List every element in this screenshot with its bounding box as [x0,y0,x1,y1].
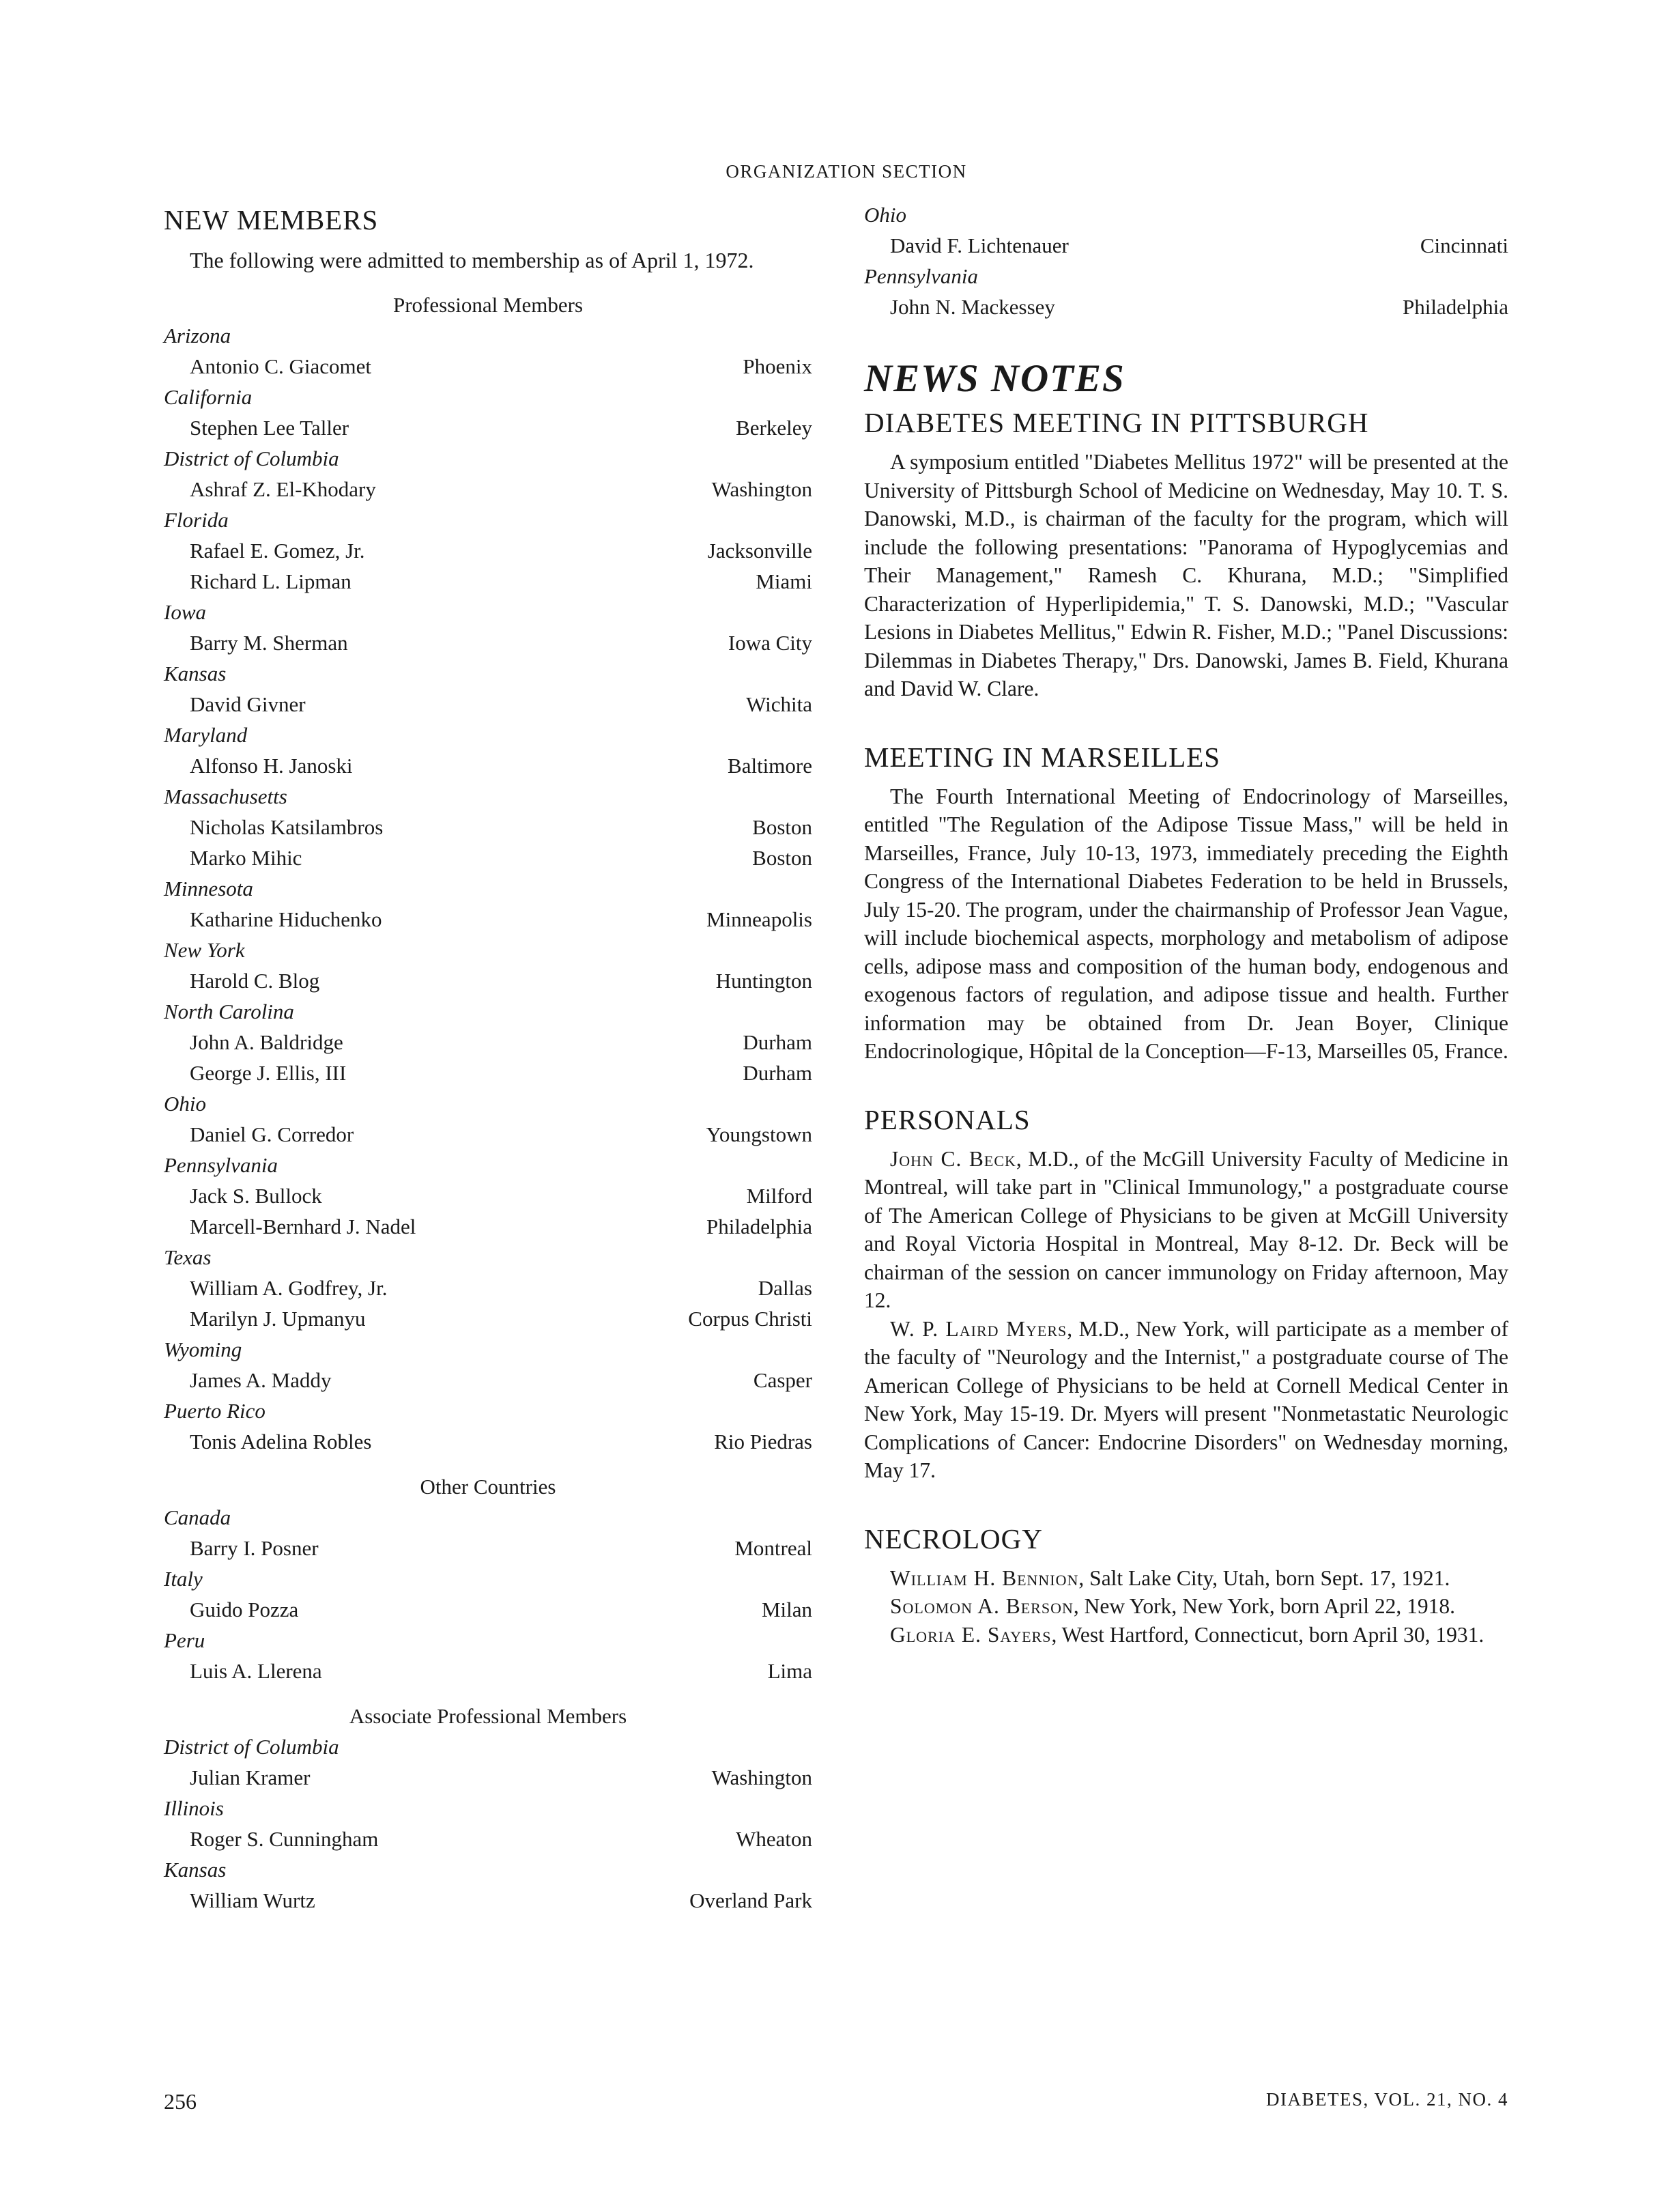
member-row [164,1885,812,1916]
necrology-text: , Salt Lake City, Utah, born Sept. 17, 1921. [1078,1565,1450,1590]
member-row [164,965,812,996]
right-column [864,201,1508,1649]
state-heading: Kansas [164,1858,227,1882]
member-name: Antonio C. Giacomet [190,354,372,378]
member-name: Tonis Adelina Robles [190,1430,372,1454]
member-name: Rafael E. Gomez, Jr. [190,539,365,563]
state-heading: Canada [164,1505,231,1529]
diabetes-meeting-text: A symposium entitled "Diabetes Mellitus 1972" will be presented at the University of Pittsburgh School of Medicine on Wednesday, May 10. T. S. Danowski, M.D., is chairman of the faculty for the program, which will include the following presentations: "Panorama of Hypoglycemias and Their Management," Ramesh C. Khurana, M.D.; "Simplified Characterization of Hyperlipidemia," T. S. Danowski, M.D.; "Vascular Lesions in Diabetes Mellitus," Edwin R. Fisher, M.D.; "Panel Discussions: Dilemmas in Diabetes Therapy," Drs. Danowski, James B. Field, Khurana and David W. Clare. [864,450,1508,700]
state-heading: Arizona [164,324,231,348]
member-row [164,1824,812,1854]
necrology-text: , West Hartford, Connecticut, born April 30, 1931. [1051,1622,1484,1647]
member-city: Wheaton [736,1827,812,1851]
member-city: Durham [743,1030,812,1054]
member-row [164,1303,812,1334]
member-city: Washington [711,477,812,501]
new-members-intro: The following were admitted to membership as of April 1, 1972. [190,248,754,272]
state-heading: District of Columbia [164,1735,339,1759]
member-row [164,566,812,597]
continued-members-list [864,199,1508,322]
state-heading: Minnesota [164,877,253,901]
member-row [164,1365,812,1395]
state-heading: District of Columbia [164,446,339,470]
member-name: William A. Godfrey, Jr. [190,1276,388,1300]
member-city: Overland Park [689,1888,812,1912]
associate-members-list [164,1731,812,1916]
member-city: Wichita [746,692,812,716]
state-heading: California [164,385,253,409]
personal-myers [864,1315,1508,1485]
member-name: Barry M. Sherman [190,631,348,655]
state-heading: Illinois [164,1796,224,1820]
member-row [164,842,812,873]
member-row [164,1426,812,1457]
member-row [164,1058,812,1088]
member-city: Philadelphia [706,1215,812,1238]
member-city: Phoenix [743,354,812,378]
member-row [164,351,812,382]
necrology-list [864,1564,1508,1649]
personals-heading: PERSONALS [864,1103,1031,1135]
personal-beck [864,1145,1508,1315]
member-name: Richard L. Lipman [190,569,351,593]
member-city: Washington [711,1766,812,1789]
journal-footer: DIABETES, VOL. 21, NO. 4 [1266,2089,1508,2110]
member-name: Daniel G. Corredor [190,1122,354,1146]
necrology-text: , New York, New York, born April 22, 1918. [1073,1594,1455,1618]
state-heading: Maryland [164,723,248,747]
member-city: Jacksonville [707,539,812,563]
member-row [164,1273,812,1303]
member-name: Stephen Lee Taller [190,416,349,440]
state-heading: Italy [164,1567,203,1591]
personal-text: , M.D., of the McGill University Faculty of Medicine in Montreal, will take part in "Clinical Immunology," a postgraduate course of The American College of Physicians to be given at McGill University and Royal Victoria Hospital in Montreal, May 8-12. Dr. Beck will be chairman of the session on cancer immunology on Friday afternoon, May 12. [864,1146,1508,1312]
member-row [164,627,812,658]
state-heading: Puerto Rico [164,1399,266,1423]
member-row [164,412,812,443]
necrology-entry [864,1592,1508,1621]
member-row [164,1762,812,1793]
member-row [164,904,812,935]
member-name: John N. Mackessey [890,295,1055,319]
necrology-name: William H. Bennion [890,1565,1079,1590]
member-city: Corpus Christi [688,1307,812,1331]
member-name: David F. Lichtenauer [890,233,1069,257]
member-row [164,535,812,566]
member-row [164,1211,812,1242]
member-city: Durham [743,1061,812,1085]
diabetes-meeting-heading: DIABETES MEETING IN PITTSBURGH [864,407,1369,438]
member-name: George J. Ellis, III [190,1061,347,1085]
state-heading: Peru [164,1628,205,1652]
necrology-name: Solomon A. Berson [890,1594,1074,1618]
necrology-heading: NECROLOGY [864,1522,1043,1555]
personal-name: John C. Beck [890,1146,1016,1171]
personal-name: W. P. Laird Myers [890,1316,1067,1341]
member-row [164,750,812,781]
state-heading: Pennsylvania [164,1153,278,1177]
member-city: Cincinnati [1420,233,1508,257]
member-name: Jack S. Bullock [190,1184,322,1208]
member-city: Youngstown [706,1122,812,1146]
member-name: Marko Mihic [190,846,302,870]
member-city: Berkeley [736,416,812,440]
member-city: Philadelphia [1403,295,1508,319]
member-name: Marcell-Bernhard J. Nadel [190,1215,416,1238]
personal-text: , M.D., New York, will participate as a member of the faculty of "Neurology and the Internist," a postgraduate course of The American College of Physicians to be held at Cornell Medical Center in New York, May 15-19. Dr. Myers will present "Nonmetastatic Neurologic Complications of Cancer: Endocrine Disorders" on Wednesday morning, May 17. [864,1316,1508,1482]
member-name: Katharine Hiduchenko [190,907,382,931]
state-heading: Florida [164,508,229,532]
member-city: Miami [756,569,812,593]
member-row [864,230,1508,261]
member-city: Minneapolis [706,907,812,931]
necrology-entry [864,1564,1508,1593]
member-name: Marilyn J. Upmanyu [190,1307,366,1331]
member-city: Dallas [758,1276,812,1300]
state-heading: Kansas [164,662,227,685]
state-heading: Wyoming [164,1337,242,1361]
member-city: Milford [746,1184,812,1208]
member-name: David Givner [190,692,306,716]
member-city: Boston [752,846,812,870]
news-notes-heading: NEWS NOTES [864,357,1125,400]
new-members-heading: NEW MEMBERS [164,204,379,236]
member-row [164,1180,812,1211]
state-heading: North Carolina [164,999,294,1023]
member-city: Huntington [715,969,812,993]
member-name: Harold C. Blog [190,969,320,993]
state-heading: Ohio [864,203,906,227]
member-row [164,1594,812,1625]
member-city: Iowa City [728,631,812,655]
member-city: Baltimore [728,754,812,778]
member-name: Guido Pozza [190,1598,299,1621]
member-row [164,1533,812,1563]
state-heading: Pennsylvania [864,264,979,288]
member-name: Barry I. Posner [190,1536,319,1560]
member-city: Boston [752,815,812,839]
member-city: Montreal [734,1536,812,1560]
member-city: Casper [753,1368,812,1392]
member-name: Roger S. Cunningham [190,1827,379,1851]
state-heading: Iowa [164,600,206,624]
other-countries-list [164,1502,812,1686]
professional-members-heading: Professional Members [392,293,584,317]
member-city: Milan [761,1598,812,1621]
member-name: Luis A. Llerena [190,1659,322,1683]
member-row [164,812,812,842]
member-row [164,1027,812,1058]
member-name: Nicholas Katsilambros [190,815,384,839]
necrology-name: Gloria E. Sayers [890,1622,1052,1647]
left-column [164,201,812,1916]
state-heading: New York [164,938,245,962]
marseilles-meeting-text: The Fourth International Meeting of Endocrinology of Marseilles, entitled "The Regulation of the Adipose Tissue Mass," will be held in Marseilles, France, July 10-13, 1973, immediately preceding the Eighth Congress of the International Diabetes Federation to be held in Brussels, July 15-20. The program, under the chairmanship of Professor Jean Vague, will include biochemical aspects, morphology and metabolism of adipose cells, adipose mass and composition of the human body, endogenous and exogenous factors of regulation, and adipose tissue and health. Further information may be obtained from Dr. Jean Boyer, Clinique Endocrinologique, Hôpital de la Conception—F-13, Marseilles 05, France. [864,784,1508,1063]
member-row [864,292,1508,322]
member-name: Ashraf Z. El-Khodary [190,477,376,501]
professional-members-list [164,320,812,1457]
member-city: Rio Piedras [714,1430,812,1454]
member-row [164,689,812,720]
associate-members-heading: Associate Professional Members [349,1704,627,1728]
running-head: ORGANIZATION SECTION [726,161,967,182]
marseilles-meeting-heading: MEETING IN MARSEILLES [864,741,1221,773]
state-heading: Texas [164,1245,212,1269]
member-name: Julian Kramer [190,1766,311,1789]
member-row [164,474,812,505]
member-name: William Wurtz [190,1888,315,1912]
member-row [164,1119,812,1150]
other-countries-heading: Other Countries [420,1475,556,1499]
member-row [164,1656,812,1686]
state-heading: Ohio [164,1092,206,1116]
necrology-entry [864,1621,1508,1649]
member-city: Lima [767,1659,812,1683]
member-name: James A. Maddy [190,1368,332,1392]
member-name: John A. Baldridge [190,1030,343,1054]
page-number: 256 [164,2089,197,2114]
state-heading: Massachusetts [164,784,287,808]
member-name: Alfonso H. Janoski [190,754,353,778]
